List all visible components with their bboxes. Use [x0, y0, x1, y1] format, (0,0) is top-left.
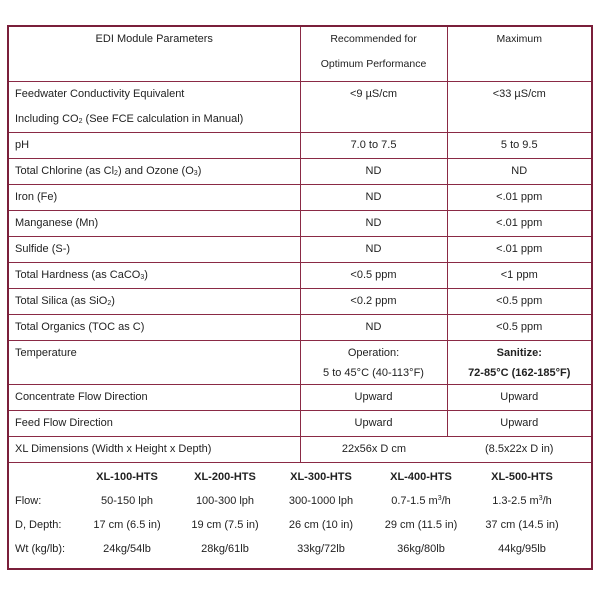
recommended-cell: ND — [300, 184, 447, 210]
param-text: ) and Ozone (O — [117, 164, 194, 177]
flow-value: 300-1000 lph — [288, 494, 354, 507]
maximum-cell: <.01 ppm — [447, 210, 591, 236]
table-row — [9, 436, 591, 462]
maximum-cell: <0.5 ppm — [447, 288, 591, 314]
table-row — [9, 184, 591, 210]
header-recommended-line1: Recommended for — [330, 33, 417, 45]
recommended-cell: Upward — [300, 384, 447, 410]
table-row — [9, 236, 591, 262]
table-row — [9, 288, 591, 314]
param-text: ) — [111, 294, 115, 307]
header-maximum-text: Maximum — [496, 33, 542, 45]
recommended-cell: Upward — [300, 410, 447, 436]
header-recommended-line2: Optimum Performance — [320, 58, 427, 70]
recommended-cell: ND — [300, 314, 447, 340]
dimensions-imperial: (8.5x22x D in) — [485, 442, 554, 455]
model-name: XL-500-HTS — [491, 470, 553, 483]
recommended-cell: <0.5 ppm — [300, 262, 447, 288]
model-names-label — [9, 465, 77, 489]
param-subscript: 3 — [193, 169, 198, 177]
operation-label: Operation: — [347, 346, 400, 359]
depth-label: D, Depth: — [15, 518, 62, 531]
param-text: Total Silica (as SiO — [15, 294, 108, 307]
param-subscript: 2 — [114, 169, 118, 177]
table-row — [9, 340, 591, 384]
param-text: Total Hardness (as CaCO — [15, 268, 141, 281]
model-name: XL-400-HTS — [390, 470, 452, 483]
flow-value-400 — [369, 489, 473, 513]
spacer — [571, 537, 591, 561]
table-header-row — [9, 27, 591, 81]
recommended-cell: <9 µS/cm — [300, 81, 447, 132]
sanitize-label: Sanitize: — [496, 346, 542, 359]
weight-value: 33kg/72lb — [297, 542, 345, 555]
dimensions-cell — [300, 436, 591, 462]
maximum-cell: <1 ppm — [447, 262, 591, 288]
edi-parameters-table — [9, 27, 591, 463]
param-text: ) — [197, 164, 202, 177]
unit-superscript: 3 — [437, 494, 442, 502]
recommended-cell: ND — [300, 210, 447, 236]
weight-value: 28kg/61lb — [201, 542, 249, 555]
param-cell — [9, 262, 300, 288]
flow-row — [9, 489, 591, 513]
param-subscript: 3 — [140, 273, 145, 281]
operation-range: 5 to 45°C (40-113°F) — [323, 366, 424, 379]
weight-value: 36kg/80lb — [397, 542, 445, 555]
depth-value: 19 cm (7.5 in) — [191, 518, 259, 531]
parameters-table-frame — [7, 25, 593, 570]
param-subscript: 2 — [78, 117, 83, 125]
param-text: Including CO — [15, 112, 79, 125]
maximum-cell: Upward — [447, 410, 591, 436]
param-subscript: 2 — [107, 299, 112, 307]
model-name: XL-300-HTS — [290, 470, 352, 483]
table-row — [9, 410, 591, 436]
dimensions-metric: 22x56x D cm — [341, 442, 407, 455]
dimensions-values — [301, 437, 592, 462]
param-label: Feedwater Conductivity Equivalent — [15, 87, 185, 100]
model-names-row — [9, 465, 591, 489]
spacer — [571, 513, 591, 537]
weight-value: 24kg/54lb — [103, 542, 151, 555]
title-text: EDI Module Parameters — [95, 33, 213, 45]
model-name: XL-100-HTS — [96, 470, 158, 483]
param-text: Total Chlorine (as Cl — [15, 164, 115, 177]
flow-value: 1.3-2.5 m — [492, 494, 539, 507]
param-cell — [9, 158, 300, 184]
table-title — [9, 27, 300, 81]
table-row — [9, 132, 591, 158]
maximum-cell: <.01 ppm — [447, 184, 591, 210]
recommended-cell: ND — [300, 158, 447, 184]
spacer — [571, 465, 591, 489]
param-cell: Iron (Fe) — [9, 184, 300, 210]
spacer — [571, 489, 591, 513]
param-cell: Total Organics (TOC as C) — [9, 314, 300, 340]
unit-text: /h — [441, 494, 451, 507]
flow-value: 0.7-1.5 m — [391, 494, 438, 507]
param-cell: Temperature — [9, 340, 300, 384]
flow-label: Flow: — [15, 494, 42, 507]
maximum-cell: Upward — [447, 384, 591, 410]
maximum-cell: <0.5 ppm — [447, 314, 591, 340]
depth-value: 37 cm (14.5 in) — [485, 518, 559, 531]
param-cell: Sulfide (S-) — [9, 236, 300, 262]
unit-text: /h — [542, 494, 552, 507]
unit-superscript: 3 — [538, 494, 543, 502]
table-row — [9, 81, 591, 132]
depth-value: 26 cm (10 in) — [288, 518, 354, 531]
table-row — [9, 384, 591, 410]
param-cell: Manganese (Mn) — [9, 210, 300, 236]
param-label-line2 — [15, 107, 294, 132]
depth-value: 29 cm (11.5 in) — [384, 518, 458, 531]
recommended-cell: ND — [300, 236, 447, 262]
model-specs — [9, 465, 591, 561]
table-row — [9, 314, 591, 340]
param-cell: pH — [9, 132, 300, 158]
param-text: (See FCE calculation in Manual) — [82, 112, 244, 125]
param-cell — [9, 288, 300, 314]
table-row — [9, 262, 591, 288]
header-recommended — [300, 27, 447, 81]
flow-value: 100-300 lph — [195, 494, 255, 507]
table-row — [9, 158, 591, 184]
maximum-cell: ND — [447, 158, 591, 184]
depth-value: 17 cm (6.5 in) — [93, 518, 161, 531]
param-cell — [9, 81, 300, 132]
table-row — [9, 210, 591, 236]
maximum-cell: 5 to 9.5 — [447, 132, 591, 158]
flow-value-500 — [473, 489, 571, 513]
depth-row — [9, 513, 591, 537]
model-name: XL-200-HTS — [194, 470, 256, 483]
maximum-cell: <.01 ppm — [447, 236, 591, 262]
maximum-cell — [447, 340, 591, 384]
weight-row — [9, 537, 591, 561]
recommended-cell: 7.0 to 7.5 — [300, 132, 447, 158]
maximum-cell: <33 µS/cm — [447, 81, 591, 132]
sanitize-range: 72-85°C (162-185°F) — [468, 366, 571, 379]
param-cell: Feed Flow Direction — [9, 410, 300, 436]
recommended-cell — [300, 340, 447, 384]
flow-value: 50-150 lph — [101, 494, 153, 507]
header-maximum — [447, 27, 591, 81]
weight-label: Wt (kg/lb): — [15, 542, 66, 555]
param-text: ) — [144, 268, 148, 281]
param-cell: XL Dimensions (Width x Height x Depth) — [9, 436, 300, 462]
weight-value: 44kg/95lb — [498, 542, 546, 555]
param-cell: Concentrate Flow Direction — [9, 384, 300, 410]
recommended-cell: <0.2 ppm — [300, 288, 447, 314]
